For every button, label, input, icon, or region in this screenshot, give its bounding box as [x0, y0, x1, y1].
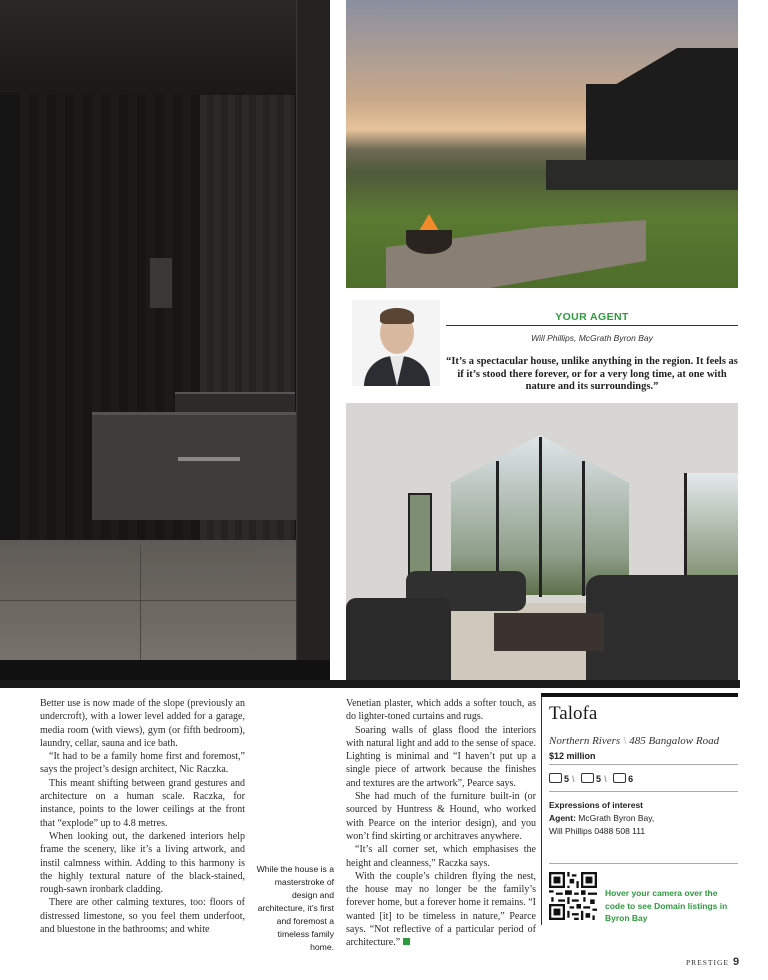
paragraph: “It’s all corner set, which emphasises the height and cleanness,” Raczka says. — [346, 844, 536, 869]
listing-features — [549, 773, 636, 784]
terrace — [546, 160, 738, 190]
paragraph: Better use is now made of the slope (previously an undercroft), with a lower level added for a garage, media room (with views), gym (or fifth bedroom), laundry, cellar, sauna and ice bath. — [40, 698, 245, 749]
drawer-handle — [178, 457, 240, 461]
agent-heading: YOUR AGENT — [555, 311, 629, 323]
agent-quote: “It’s a spectacular house, unlike anything in the region. It feels as if it’s stood there forever, or for a very long time, at one with nature and its surroundings.” — [446, 356, 738, 392]
qr-code-icon[interactable] — [549, 872, 597, 920]
fire-pit — [406, 230, 452, 254]
end-mark-icon — [403, 938, 410, 945]
agent-name: Will Phillips, McGrath Byron Bay — [531, 333, 653, 343]
exterior-firepit-photo — [346, 0, 738, 288]
bathrooms-count: 5 — [596, 774, 602, 784]
paragraph: There are other calming textures, too: floors of distressed limestone, so you feel them underfoot, and bluestone in the bathrooms; and white — [40, 897, 245, 936]
agent-contact: Will Phillips 0488 508 111 — [549, 826, 646, 836]
listing-title: Talofa — [549, 703, 598, 724]
living-room-photo — [346, 403, 738, 681]
car-spaces-count: 6 — [628, 774, 634, 784]
coffee-table — [494, 613, 604, 651]
agent-label: Agent: — [549, 813, 576, 823]
photo-frame-bottom — [0, 660, 330, 680]
wall-sconce — [150, 258, 172, 308]
paragraph: Soaring walls of glass flood the interiors with natural light and add to the sense of space. Lighting is minimal and “I haven’t put up a single piece of artwork because the finishes and textures are the artwork”, Pearce says. — [346, 724, 536, 789]
window-mullion — [539, 437, 542, 597]
listing-sale-method: Expressions of interest — [549, 800, 644, 810]
listing-street: 485 Bangalow Road — [629, 735, 720, 747]
agent-hair — [380, 308, 414, 324]
listing-agent — [549, 812, 738, 838]
window-mullion — [582, 461, 585, 596]
paragraph: When looking out, the darkened interiors help frame the scenery, like it’s a living artwork, and instil calmness within. Adding to this harmony is the highly textural nature of the black-stained, rough-sawn ironbark cladding. — [40, 830, 245, 896]
listing-divider — [549, 863, 738, 864]
listing-divider — [549, 764, 738, 765]
bedrooms — [549, 773, 569, 784]
feature-separator: \ — [604, 774, 607, 784]
car-spaces — [613, 773, 633, 784]
magazine-name: PRESTIGE — [686, 958, 730, 967]
floating-bench — [92, 412, 297, 520]
paragraph: “It had to be a family home first and foremost,” says the project’s design architect, Nic Raczka. — [40, 751, 245, 776]
right-sofa — [586, 575, 738, 681]
agent-portrait — [352, 300, 440, 386]
floor-joint — [0, 600, 300, 601]
car-icon — [613, 773, 626, 783]
paragraph: This meant shifting between grand gestures and architecture on a human scale. Raczka, for instance, points to the lower ceilings at the front that “explode” up to 4.8 metres. — [40, 777, 245, 829]
house-silhouette — [586, 48, 738, 168]
bath-icon — [581, 773, 594, 783]
floor-joint — [140, 545, 141, 660]
left-sofa — [346, 598, 451, 681]
feature-separator: \ — [572, 774, 575, 784]
page-footer — [686, 956, 738, 968]
bedrooms-count: 5 — [564, 774, 570, 784]
paragraph-text: With the couple’s children flying the nest, the house may no longer be the family’s forever home, but a forever home it remains. “I wanted [it] to be timeless in nature,” Pearce says. “Not reflective of a particular period of architecture.” — [346, 870, 536, 949]
agent-divider — [446, 325, 738, 326]
photo-bottom-border — [0, 680, 740, 688]
article-column-1 — [40, 697, 245, 936]
interior-bbq-photo — [0, 0, 330, 680]
address-separator: \ — [623, 735, 627, 747]
listing-divider — [549, 791, 738, 792]
paragraph: She had much of the furniture built-in (or sourced by Huntress & Hound, who worked with Pearce on the interior design), and you won’t find skirting or architraves anywhere. — [346, 791, 536, 842]
timber-post — [296, 0, 330, 680]
bed-icon — [549, 773, 562, 783]
qr-instructions: Hover your camera over the code to see Domain listings in Byron Bay — [605, 888, 728, 923]
listing-suburb: Northern Rivers — [549, 735, 621, 747]
listing-price: $12 million — [549, 751, 596, 761]
article-column-2 — [346, 697, 536, 950]
bathrooms — [581, 773, 601, 784]
listing-address — [549, 735, 738, 747]
paragraph: Venetian plaster, which adds a softer touch, as do lighter-toned curtains and rugs. — [346, 698, 536, 723]
page-number: 9 — [733, 956, 740, 968]
pull-quote: While the house is a masterstroke of design and architecture, it’s first and foremost a timeless family home. — [256, 864, 334, 952]
listing-top-bar — [541, 693, 738, 697]
ceiling — [0, 0, 330, 95]
paragraph — [346, 870, 536, 950]
agent-office: McGrath Byron Bay, — [578, 813, 655, 823]
